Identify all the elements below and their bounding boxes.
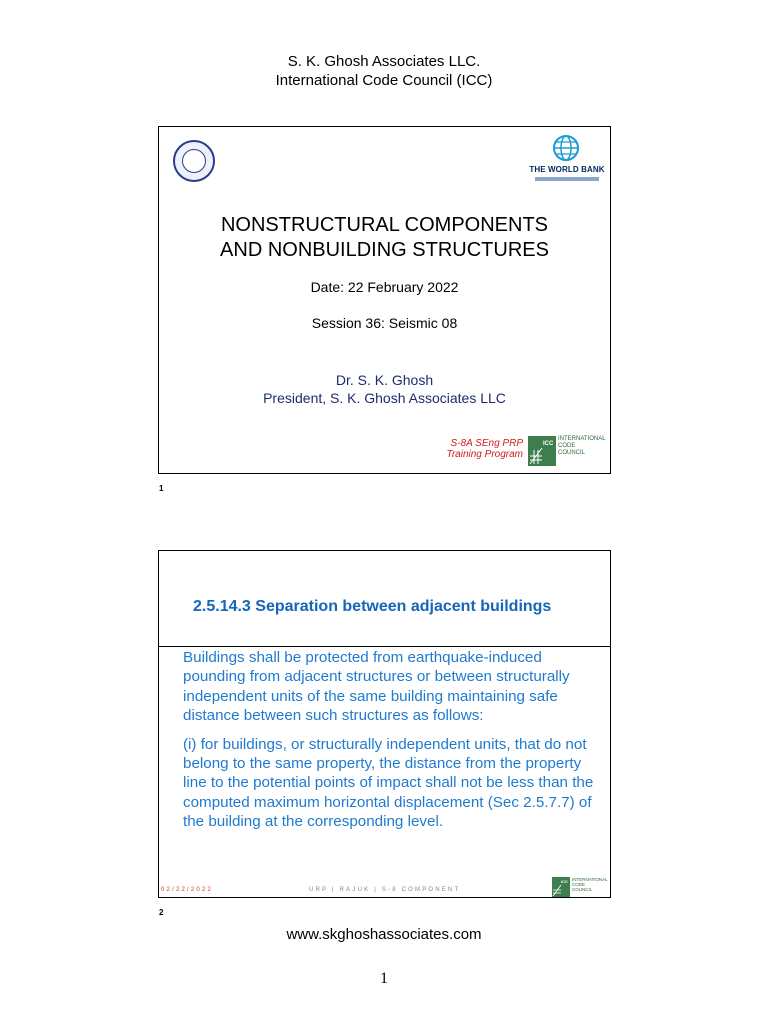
body-paragraph-2: (i) for buildings, or structurally independent units, that do not belong to the same property, the distance from the property line to the potential points of impact shall not be less than the computed maximum horizontal displacement (Sec 2.5.7.7) of the building at the corresponding level. <box>183 735 594 831</box>
slide-author <box>159 371 610 407</box>
slide-2-footer-date: 02/22/2022 <box>161 887 214 893</box>
svg-text:ICC: ICC <box>543 441 554 447</box>
slide-2-body <box>183 648 603 841</box>
author-name: Dr. S. K. Ghosh <box>335 372 434 388</box>
training-program-label <box>419 438 523 460</box>
slide-title-line2: AND NONBUILDING STRUCTURES <box>220 239 549 261</box>
world-bank-subline <box>535 177 599 181</box>
body-paragraph-1: Buildings shall be protected from earthquake-induced pounding from adjacent structures or between structurally independent units of the same building maintaining safe distance between such structures as follows: <box>183 649 570 725</box>
header-organization: International Code Council (ICC) <box>275 72 493 89</box>
icc-logo-text: INTERNATIONAL CODE COUNCIL <box>572 877 608 892</box>
slide-2-page-number: 2 <box>159 908 164 917</box>
icc-logo-small <box>552 877 608 898</box>
slide-2-divider <box>159 646 610 647</box>
slide-session: Session 36: Seismic 08 <box>311 315 458 331</box>
slide-title <box>159 213 610 263</box>
slide-1 <box>158 126 611 474</box>
page-number: 1 <box>380 970 388 987</box>
slide-title-line1: NONSTRUCTURAL COMPONENTS <box>220 214 549 236</box>
icc-logo <box>528 434 608 468</box>
svg-text:ICC: ICC <box>561 879 568 884</box>
world-bank-label: THE WORLD BANK <box>529 165 605 174</box>
slide-2-title: 2.5.14.3 Separation between adjacent buildings <box>193 598 552 615</box>
program-line2: Training Program <box>446 449 523 460</box>
rajuk-seal-logo <box>173 140 215 182</box>
globe-icon <box>553 135 579 161</box>
slide-2 <box>158 550 611 898</box>
author-title: President, S. K. Ghosh Associates LLC <box>263 390 506 406</box>
slide-date: Date: 22 February 2022 <box>310 279 459 295</box>
icc-logo-mark <box>528 436 556 466</box>
icc-logo-mark <box>552 877 570 897</box>
icc-logo-text: INTERNATIONAL CODE COUNCIL <box>558 436 606 456</box>
header-company: S. K. Ghosh Associates LLC. <box>287 53 481 70</box>
world-bank-logo <box>529 135 605 193</box>
program-line1: S-8A SEng PRP <box>450 438 523 449</box>
website-link[interactable]: www.skghoshassociates.com <box>286 926 482 943</box>
slide-2-footer-program: URP | RAJUK | S-8 COMPONENT <box>309 887 461 893</box>
slide-1-page-number: 1 <box>159 484 164 493</box>
